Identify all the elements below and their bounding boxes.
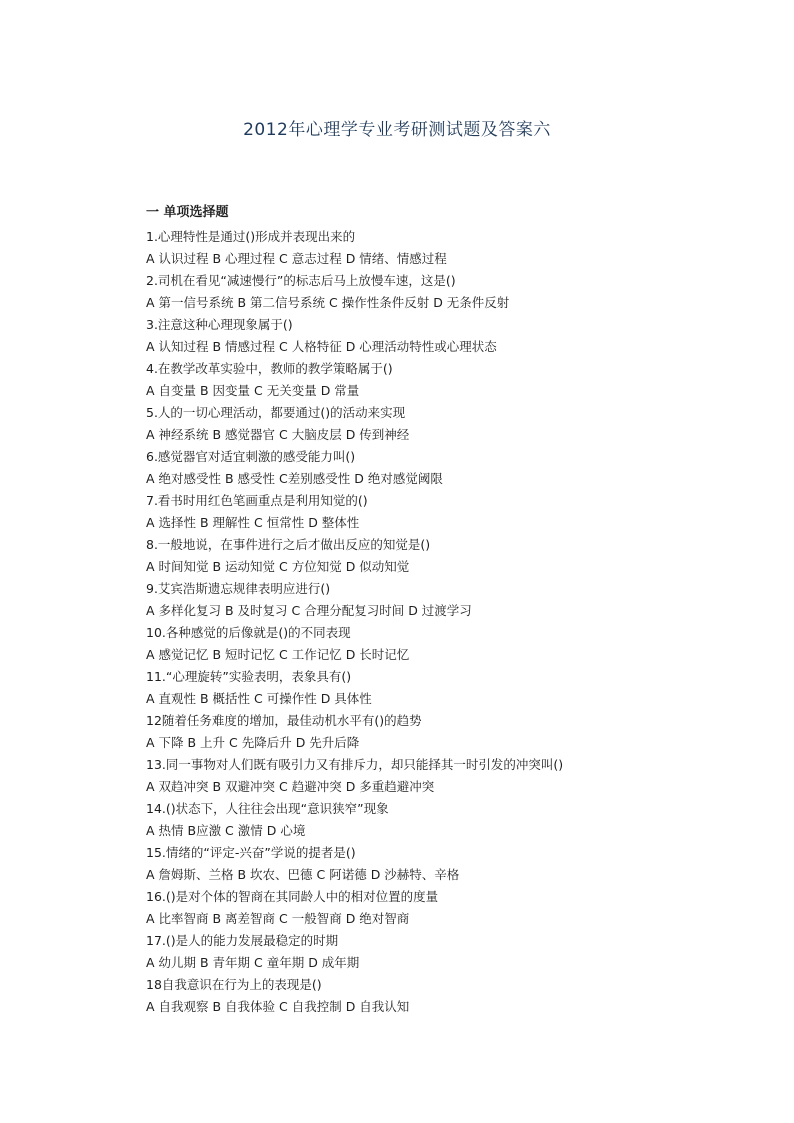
answer-options: A 选择性 B 理解性 C 恒常性 D 整体性 [146, 515, 360, 530]
question-text: 17.()是人的能力发展最稳定的时期 [146, 933, 339, 948]
question-text: 18自我意识在行为上的表现是() [146, 977, 322, 992]
answer-options: A 热情 B应激 C 激情 D 心境 [146, 823, 306, 838]
answer-options: A 认识过程 B 心理过程 C 意志过程 D 情绪、情感过程 [146, 251, 447, 266]
answer-options: A 绝对感受性 B 感受性 C差别感受性 D 绝对感觉阈限 [146, 471, 443, 486]
question-text: 9.艾宾浩斯遗忘规律表明应进行() [146, 581, 331, 596]
question-text: 11.“心理旋转”实验表明，表象具有() [146, 669, 352, 684]
document-body [146, 204, 776, 1018]
answer-options: A 幼儿期 B 青年期 C 童年期 D 成年期 [146, 955, 360, 970]
document-title: 2012年心理学专业考研测试题及答案六 [243, 120, 551, 140]
question-text: 1.心理特性是通过()形成并表现出来的 [146, 229, 356, 244]
question-text: 14.()状态下，人往往会出现“意识狭窄”现象 [146, 801, 389, 816]
question-text: 10.各种感觉的后像就是()的不同表现 [146, 625, 351, 640]
question-text: 6.感觉器官对适宜刺激的感受能力叫() [146, 449, 356, 464]
answer-options: A 神经系统 B 感觉器官 C 大脑皮层 D 传到神经 [146, 427, 410, 442]
answer-options: A 比率智商 B 离差智商 C 一般智商 D 绝对智商 [146, 911, 410, 926]
question-text: 4.在教学改革实验中，教师的教学策略属于() [146, 361, 393, 376]
question-text: 3.注意这种心理现象属于() [146, 317, 293, 332]
question-text: 12随着任务难度的增加，最佳动机水平有()的趋势 [146, 713, 422, 728]
answer-options: A 自变量 B 因变量 C 无关变量 D 常量 [146, 383, 360, 398]
answer-options: A 下降 B 上升 C 先降后升 D 先升后降 [146, 735, 360, 750]
question-text: 13.同一事物对人们既有吸引力又有排斥力，却只能择其一时引发的冲突叫() [146, 757, 564, 772]
answer-options: A 詹姆斯、兰格 B 坎农、巴德 C 阿诺德 D 沙赫特、辛格 [146, 867, 460, 882]
answer-options: A 多样化复习 B 及时复习 C 合理分配复习时间 D 过渡学习 [146, 603, 472, 618]
question-text: 2.司机在看见“减速慢行”的标志后马上放慢车速，这是() [146, 273, 456, 288]
question-text: 5.人的一切心理活动，都要通过()的活动来实现 [146, 405, 406, 420]
answer-options: A 认知过程 B 情感过程 C 人格特征 D 心理活动特性或心理状态 [146, 339, 497, 354]
answer-options: A 双趋冲突 B 双避冲突 C 趋避冲突 D 多重趋避冲突 [146, 779, 435, 794]
question-text: 7.看书时用红色笔画重点是利用知觉的() [146, 493, 368, 508]
question-list [146, 226, 776, 1018]
answer-options: A 第一信号系统 B 第二信号系统 C 操作性条件反射 D 无条件反射 [146, 295, 510, 310]
question-text: 8.一般地说，在事件进行之后才做出反应的知觉是() [146, 537, 431, 552]
answer-options: A 感觉记忆 B 短时记忆 C 工作记忆 D 长时记忆 [146, 647, 410, 662]
section-heading: 一 单项选择题 [146, 205, 229, 220]
answer-options: A 时间知觉 B 运动知觉 C 方位知觉 D 似动知觉 [146, 559, 410, 574]
answer-options: A 直观性 B 概括性 C 可操作性 D 具体性 [146, 691, 372, 706]
answer-options: A 自我观察 B 自我体验 C 自我控制 D 自我认知 [146, 999, 410, 1014]
question-text: 15.情绪的“评定-兴奋”学说的提者是() [146, 845, 356, 860]
question-text: 16.()是对个体的智商在其同龄人中的相对位置的度量 [146, 889, 439, 904]
